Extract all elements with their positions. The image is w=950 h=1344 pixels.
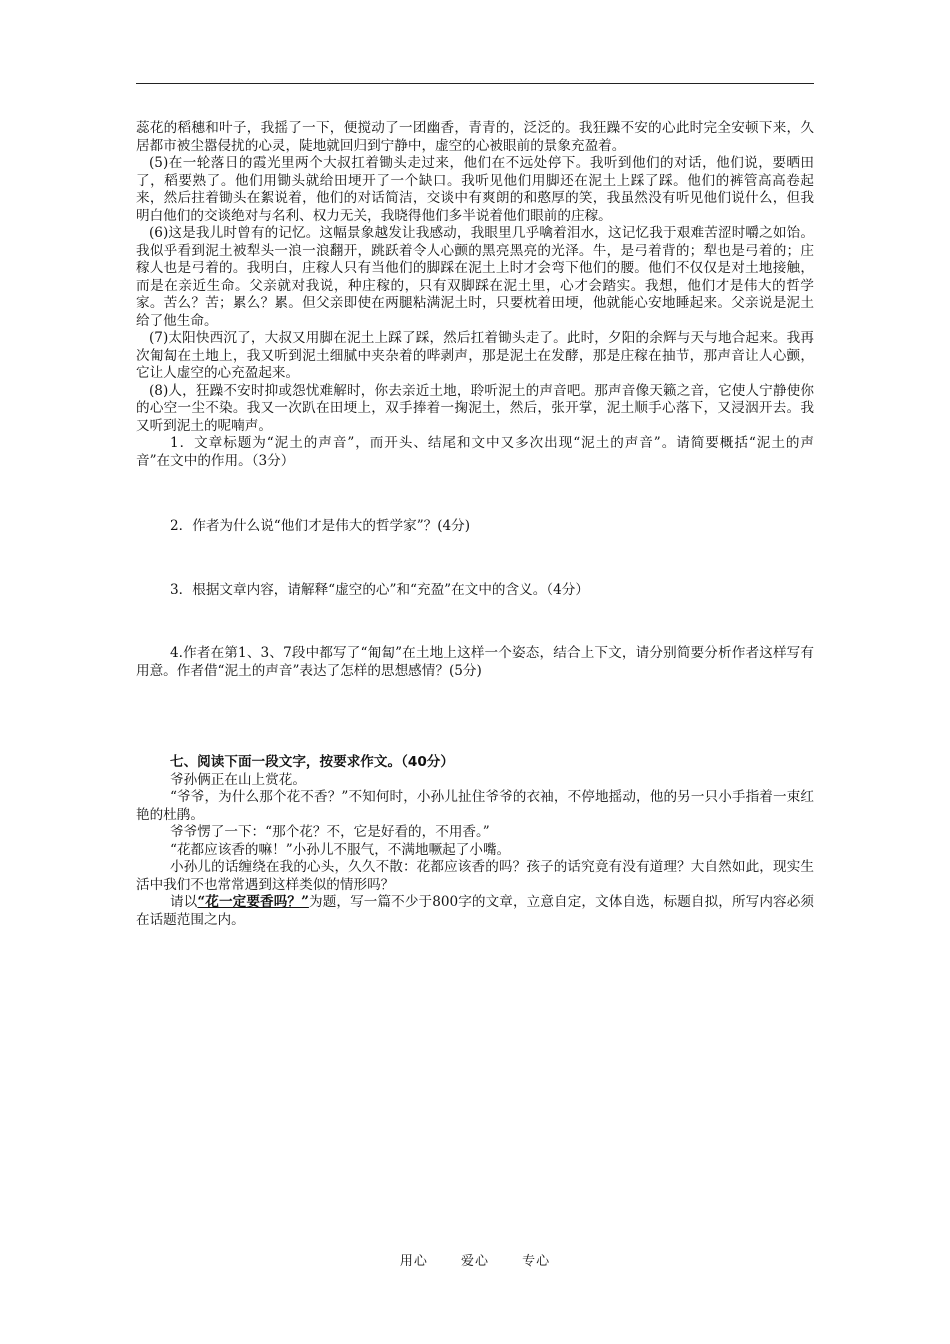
document-body [136, 120, 828, 929]
essay-line-4: “花都应该香的嘛！”小孙儿不服气，不满地噘起了小嘴。 [170, 841, 511, 858]
essay-line-5: 小孙儿的话缠绕在我的心头，久久不散：花都应该香的吗？孩子的话究竟有没有道理？大自然如此，现实生活中我们不也常常遇到这样类似的情形吗？ [136, 859, 814, 893]
paragraph-6: (6)这是我儿时曾有的记忆。这幅景象越发让我感动，我眼里几乎噙着泪水，这记忆我于艰难苦涩时嚼之如饴。我似乎看到泥土被犁头一浪一浪翻开，跳跃着令人心颤的黑亮黑亮的光泽。牛，是弓着背的；犁也是弓着的；庄稼人也是弓着的。我明白，庄稼人只有当他们的脚踩在泥土上时才会弯下他们的腰。他们不仅仅是对土地接触，而是在亲近生命。父亲就对我说，种庄稼的，只有双脚踩在泥土里，心才会踏实。我想，他们才是伟大的哲学家。苦么？苦；累么？累。但父亲即使在两腿粘满泥土时，只要枕着田埂，他就能心安地睡起来。父亲说是泥土给了他生命。 [136, 225, 814, 329]
essay-topic: “花一定要香吗？” [197, 894, 309, 910]
answer-space-2 [136, 536, 814, 582]
page-footer [0, 1250, 950, 1269]
paragraph-4-tail: 蕊花的稻穗和叶子，我摇了一下，便搅动了一团幽香，青青的，泛泛的。我狂躁不安的心此时完全安顿下来，久居都市被尘嚣侵扰的心灵，陡地就回归到宁静中，虚空的心被眼前的景象充盈着。 [136, 120, 814, 154]
question-3: 3．根据文章内容，请解释“虚空的心”和“充盈”在文中的含义。（4分） [170, 581, 589, 598]
essay-instruction-post: 为题，写一篇不少于800字的文章，立意自定，文体自选，标题自拟，所写内容必须在话题范围之内。 [136, 894, 814, 928]
essay-section-title: 七、阅读下面一段文字，按要求作文。（40分） [170, 754, 454, 770]
paragraph-5: (5)在一轮落日的霞光里两个大叔扛着锄头走过来，他们在不远处停下。我听到他们的对话，他们说，要晒田了，稻要熟了。他们用锄头就给田埂开了一个缺口。我听见他们用脚还在泥土上踩了踩。他们的裤管高高卷起来，然后拄着锄头在絮说着，他们的对话简洁，交谈中有爽朗的和憨厚的笑，我虽然没有听见他们说什么，但我明白他们的交谈绝对与名利、权力无关，我晓得他们多半说着他们眼前的庄稼。 [136, 155, 814, 224]
answer-space-3 [136, 599, 814, 645]
essay-line-3: 爷爷愣了一下：“那个花？不，它是好看的，不用香。” [170, 824, 490, 840]
question-4: 4.作者在第1、3、7段中都写了“匍匐”在土地上这样一个姿态，结合上下文，请分别简要分析作者这样写有用意。作者借“泥土的声音”表达了怎样的思想感情？(5分) [136, 645, 814, 679]
essay-line-1: 爷孙俩正在山上赏花。 [170, 771, 306, 788]
footer-word-3: 专心 [522, 1254, 551, 1269]
essay-line-2: “爷爷，为什么那个花不香？”不知何时，小孙儿扯住爷爷的衣袖，不停地摇动，他的另一只小手指着一束红艳的杜鹃。 [136, 789, 814, 823]
essay-instruction-pre: 请以 [170, 894, 198, 910]
question-1: 1．文章标题为“泥土的声音”，而开头、结尾和文中又多次出现“泥土的声音”。请简要概括“泥土的声 音”在文中的作用。（3分） [136, 435, 828, 469]
answer-space-4 [136, 680, 814, 754]
paragraph-7: (7)太阳快西沉了，大叔又用脚在泥土上踩了踩，然后扛着锄头走了。此时，夕阳的余辉与天与地合起来。我再次匍匐在土地上，我又听到泥土细腻中夹杂着的哔剥声，那是泥土在发酵，那是庄稼在抽节，那声音让人心颤，它让人虚空的心充盈起来。 [136, 330, 814, 381]
header-rule [136, 83, 814, 84]
question-2: 2．作者为什么说“他们才是伟大的哲学家”？(4分) [170, 518, 471, 534]
paragraph-8: (8)人，狂躁不安时抑或怨忧难解时，你去亲近土地，聆听泥土的声音吧。那声音像天籁之音，它使人宁静使你的心空一尘不染。我又一次趴在田埂上，双手捧着一掬泥土，然后，张开掌，泥土顺手心落下，又浸洇开去。我又听到泥土的呢喃声。 [136, 382, 814, 434]
essay-instruction [136, 894, 814, 929]
footer-word-1: 用心 [399, 1254, 428, 1269]
answer-space-1 [136, 470, 814, 518]
footer-word-2: 爱心 [460, 1254, 489, 1269]
